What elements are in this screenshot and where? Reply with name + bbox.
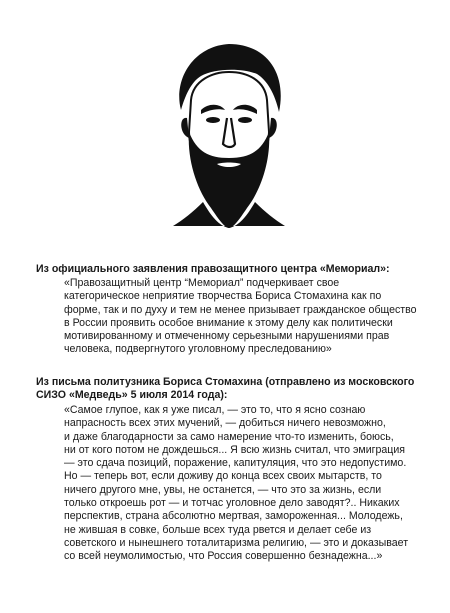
quote-line: в России проявить особое внимание к этому делу как политически [64,316,393,329]
quote-line: ни от кого потом не дождешься... Я всю жизнь считал, что эмиграция [64,443,405,456]
section2-heading [36,376,436,403]
section1-heading [36,263,436,276]
quote-line: «Правозащитный центр “Мемориал” подчеркивает свое [64,277,340,289]
section2-heading-line: Из письма политузника Бориса Стомахина (отправлено из московского [36,376,415,388]
quote-line: напрасность всех этих мучений, — добиться ничего невозможно, [64,417,386,430]
quote-line: — это сдача позиций, поражение, капитуляция, что это недопустимо. [64,457,407,470]
quote-line: не жившая в совке, больше всех туда рвется и делает себе из [64,523,372,536]
quote-line: «Самое глупое, как я уже писал, — это то, что я ясно сознаю [64,404,366,416]
quote-line: только откроешь рот — и тотчас уголовное дело заводят?.. Никаких [64,497,400,510]
section1-quote [64,277,436,357]
quote-line: Но — теперь вот, если доживу до конца всех своих мытарств, то [64,470,382,483]
quote-line: перспектив, страна абсолютно мертвая, замороженная... Молодежь, [64,510,403,523]
section2-quote [64,404,436,564]
quote-line: категорическое неприятие творчества Бориса Стомахина как по [64,290,382,303]
quote-line: со всей неумолимостью, что Россия совершенно безнадежна...» [64,550,383,563]
portrait-illustration [163,40,295,230]
section1-heading-text: Из официального заявления правозащитного центра «Мемориал»: [36,263,390,275]
quote-line: человека, подвергнутого уголовному преследованию» [64,343,332,356]
quote-line: и даже благодарности за само намерение что-то изменить, боюсь, [64,430,394,443]
quote-line: форме, так и по духу и тем не менее призывает гражданское общество [64,303,417,316]
quote-line: советского и нынешнего тоталитаризма религию, — это и доказывает [64,536,409,549]
quote-line: мотивированному и отмеченному серьезными нарушениями прав [64,330,390,343]
section2-heading-line: СИЗО «Медведь» 5 июля 2014 года): [36,389,228,402]
quote-line: ничего другого мне, увы, не останется, — что это за жизнь, если [64,483,382,496]
bearded-man-portrait [163,40,295,230]
